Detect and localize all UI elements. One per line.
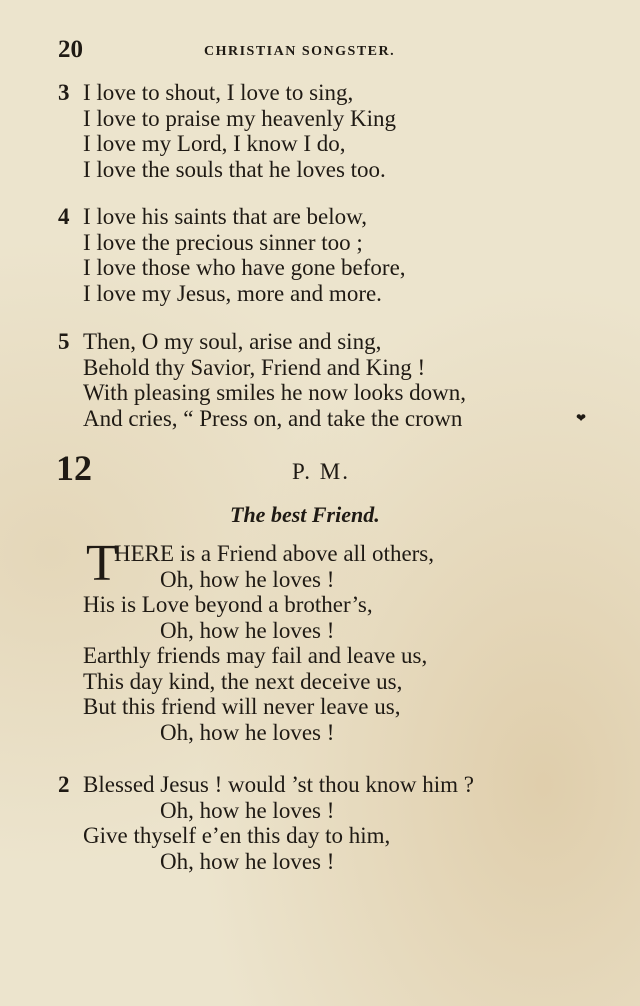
stanza-number: 3	[58, 80, 70, 105]
refrain-line: Oh, how he loves !	[160, 848, 335, 874]
verse-line: Behold thy Savior, Friend and King !	[83, 354, 426, 380]
refrain-line: Oh, how he loves !	[160, 797, 335, 823]
verse-line: I love my Lord, I know I do,	[83, 131, 346, 156]
stanza-5	[58, 329, 618, 431]
stanza-number: 5	[58, 329, 70, 354]
verse-line: Then, O my soul, arise and sing,	[83, 329, 382, 354]
verse-line: With pleasing smiles he now looks down,	[83, 380, 467, 405]
verse-line: His is Love beyond a brother’s,	[83, 592, 373, 617]
verse-line: This day kind, the next deceive us,	[83, 668, 403, 694]
hymn-stanza-2	[58, 772, 618, 874]
verse-line: I love the precious sinner too ;	[83, 229, 363, 255]
end-ornament: ❤	[576, 411, 587, 425]
verse-line: I love those who have gone before,	[83, 255, 406, 280]
page-number: 20	[58, 36, 83, 63]
verse-line: I love his saints that are below,	[83, 204, 368, 229]
verse-line: But this friend will never leave us,	[83, 694, 401, 719]
hymn-stanza-1	[58, 541, 618, 745]
verse-line: Give thyself e’en this day to him,	[83, 823, 391, 848]
hymn-title: The best Friend.	[230, 502, 380, 527]
refrain-line: Oh, how he loves !	[160, 566, 335, 592]
page-header	[58, 36, 458, 66]
verse-line: And cries, “ Press on, and take the crown	[83, 405, 463, 431]
verse-line: I love my Jesus, more and more.	[83, 280, 382, 306]
drop-cap: T	[86, 535, 118, 592]
stanza-number: 2	[58, 772, 70, 797]
verse-line: Blessed Jesus ! would ’st thou know him ?	[83, 772, 474, 797]
stanza-number: 4	[58, 204, 70, 229]
verse-line: Earthly friends may fail and leave us,	[83, 643, 428, 668]
verse-line: I love to shout, I love to sing,	[83, 80, 354, 105]
refrain-line: Oh, how he loves !	[160, 617, 335, 643]
verse-line: I love to praise my heavenly King	[83, 105, 396, 131]
stanza-4	[58, 204, 618, 306]
refrain-line: Oh, how he loves !	[160, 719, 335, 745]
verse-line: HERE is a Friend above all others,	[114, 541, 435, 566]
stanza-3	[58, 80, 618, 182]
verse-line: I love the souls that he loves too.	[83, 156, 386, 182]
hymn-meter: P. M.	[292, 459, 350, 484]
running-title: CHRISTIAN SONGSTER.	[204, 44, 396, 59]
hymn-number: 12	[56, 448, 92, 488]
